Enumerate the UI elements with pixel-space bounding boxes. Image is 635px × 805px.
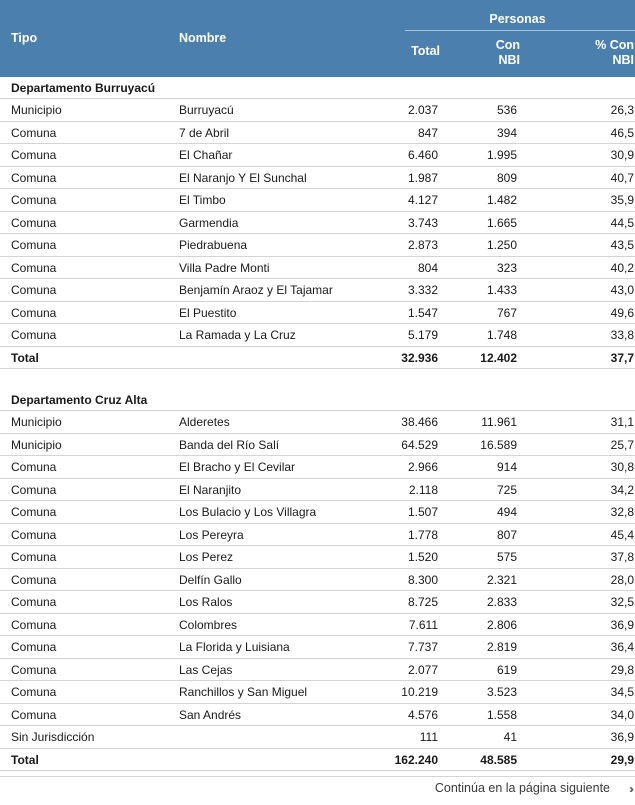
- cell-tipo: Comuna: [11, 305, 57, 320]
- cell-nombre: Ranchillos y San Miguel: [179, 685, 308, 699]
- cell-total: 847: [417, 125, 438, 140]
- cell-total: 804: [417, 260, 438, 275]
- cell-pct-nbi: 36,4: [610, 640, 634, 654]
- cell-total: 3.743: [407, 215, 438, 230]
- cell-pct-nbi: 32,5: [610, 595, 634, 609]
- cell-total: 1.778: [407, 527, 438, 542]
- cell-nombre: Banda del Río Salí: [179, 437, 280, 452]
- cell-total: 162.240: [394, 752, 438, 767]
- cell-total: 32.936: [401, 350, 438, 365]
- cell-tipo: Comuna: [11, 640, 57, 654]
- cell-con-nbi: 575: [496, 550, 517, 564]
- cell-nombre: El Chañar: [179, 148, 233, 162]
- cell-nombre: El Naranjito: [179, 482, 242, 497]
- table-row: [0, 302, 635, 325]
- cell-nombre: Villa Padre Monti: [179, 260, 270, 275]
- cell-con-nbi: 1.995: [486, 148, 517, 162]
- cell-tipo: Comuna: [11, 617, 57, 632]
- table-row: [0, 122, 635, 145]
- cell-con-nbi: 48.585: [480, 752, 517, 767]
- header-nombre: Nombre: [179, 31, 227, 45]
- cell-tipo: Comuna: [11, 685, 57, 699]
- cell-tipo: Total: [11, 752, 39, 767]
- table-row: [0, 659, 635, 682]
- cell-pct-nbi: 37,8: [610, 550, 634, 564]
- cell-total: 38.466: [401, 415, 438, 429]
- cell-total: 2.873: [407, 238, 438, 252]
- table-row: [0, 144, 635, 167]
- header-con-nbi: [470, 38, 520, 68]
- table-row: [0, 234, 635, 257]
- cell-nombre: San Andrés: [179, 707, 242, 722]
- cell-total: 2.037: [407, 103, 438, 117]
- cell-tipo: Comuna: [11, 193, 57, 207]
- cell-nombre: El Timbo: [179, 193, 226, 207]
- cell-nombre: Benjamín Araoz y El Tajamar: [179, 283, 333, 297]
- header-con-nbi-line2: NBI: [498, 53, 520, 67]
- table-row: [0, 681, 635, 704]
- cell-con-nbi: 41: [503, 730, 517, 744]
- cell-con-nbi: 809: [496, 170, 517, 185]
- cell-tipo: Comuna: [11, 260, 57, 275]
- cell-con-nbi: 536: [496, 103, 517, 117]
- cell-nombre: 7 de Abril: [179, 125, 230, 140]
- table-row: [0, 614, 635, 637]
- total-row: [0, 347, 635, 370]
- cell-tipo: Comuna: [11, 215, 57, 230]
- table-row: [0, 546, 635, 569]
- cell-con-nbi: 2.833: [486, 595, 517, 609]
- table-row: [0, 257, 635, 280]
- cell-pct-nbi: 31,1: [610, 415, 634, 429]
- cell-tipo: Total: [11, 350, 39, 365]
- cell-total: 5.179: [407, 328, 438, 342]
- cell-nombre: El Bracho y El Cevilar: [179, 460, 296, 474]
- cell-pct-nbi: 36,9: [610, 730, 634, 744]
- cell-pct-nbi: 34,2: [610, 482, 634, 497]
- cell-pct-nbi: 46,5: [610, 125, 634, 140]
- cell-nombre: Burruyacú: [179, 103, 234, 117]
- header-con-nbi-line1: Con: [495, 38, 520, 52]
- cell-tipo: Comuna: [11, 460, 57, 474]
- cell-nombre: Los Perez: [179, 550, 234, 564]
- cell-pct-nbi: 43,5: [610, 238, 634, 252]
- cell-con-nbi: 11.961: [481, 415, 517, 429]
- table-row: [0, 479, 635, 502]
- table-row: [0, 324, 635, 347]
- cell-con-nbi: 3.523: [486, 685, 517, 699]
- cell-tipo: Sin Jurisdicción: [11, 730, 95, 744]
- cell-nombre: Colombres: [179, 617, 238, 632]
- double-chevron-right-icon: ››: [629, 782, 631, 796]
- cell-nombre: Delfín Gallo: [179, 572, 242, 587]
- cell-total: 4.576: [407, 707, 438, 722]
- cell-con-nbi: 2.819: [486, 640, 517, 654]
- cell-con-nbi: 1.558: [486, 707, 517, 722]
- table-row: [0, 501, 635, 524]
- cell-tipo: Comuna: [11, 148, 57, 162]
- page-footer: [0, 776, 635, 798]
- cell-total: 7.737: [407, 640, 438, 654]
- table-row: [0, 411, 635, 434]
- header-pct-nbi: [560, 38, 635, 68]
- cell-pct-nbi: 34,0: [610, 707, 634, 722]
- cell-pct-nbi: 40,7: [610, 170, 634, 185]
- section-rows: [0, 411, 635, 771]
- cell-tipo: Municipio: [11, 437, 62, 452]
- cell-total: 2.077: [407, 662, 438, 677]
- section-burruyacu: [0, 77, 635, 369]
- table-header: [0, 0, 635, 77]
- table-row: [0, 279, 635, 302]
- cell-total: 2.118: [408, 482, 438, 497]
- cell-total: 6.460: [407, 148, 438, 162]
- cell-pct-nbi: 37,7: [610, 350, 634, 365]
- total-row: [0, 749, 635, 772]
- cell-con-nbi: 1.482: [486, 193, 517, 207]
- cell-tipo: Comuna: [11, 125, 57, 140]
- section-rows: [0, 99, 635, 369]
- cell-con-nbi: 2.321: [486, 572, 517, 587]
- cell-tipo: Comuna: [11, 550, 57, 564]
- cell-nombre: Las Cejas: [179, 662, 233, 677]
- cell-total: 64.529: [401, 437, 438, 452]
- cell-tipo: Comuna: [11, 662, 57, 677]
- cell-total: 1.987: [407, 170, 438, 185]
- cell-nombre: Garmendia: [179, 215, 239, 230]
- cell-con-nbi: 494: [496, 505, 517, 519]
- cell-tipo: Comuna: [11, 283, 57, 297]
- table-row: [0, 704, 635, 727]
- table-row: [0, 189, 635, 212]
- cell-nombre: El Naranjo Y El Sunchal: [179, 170, 307, 185]
- cell-pct-nbi: 43,0: [610, 283, 634, 297]
- cell-total: 3.332: [407, 283, 438, 297]
- cell-nombre: Los Bulacio y Los Villagra: [179, 505, 317, 519]
- cell-total: 8.725: [407, 595, 438, 609]
- cell-tipo: Municipio: [11, 415, 62, 429]
- header-personas: Personas: [489, 12, 546, 26]
- cell-pct-nbi: 36,9: [610, 617, 634, 632]
- cell-con-nbi: 394: [496, 125, 517, 140]
- cell-pct-nbi: 44,5: [610, 215, 634, 230]
- cell-con-nbi: 807: [496, 527, 517, 542]
- section-title: Departamento Burruyacú: [0, 77, 635, 99]
- cell-total: 1.520: [407, 550, 438, 564]
- table-row: [0, 456, 635, 479]
- cell-con-nbi: 323: [496, 260, 517, 275]
- cell-pct-nbi: 45,4: [610, 527, 634, 542]
- cell-con-nbi: 619: [496, 662, 517, 677]
- cell-tipo: Municipio: [11, 103, 62, 117]
- section-cruz-alta: [0, 389, 635, 771]
- cell-total: 7.611: [408, 617, 438, 632]
- cell-pct-nbi: 30,9: [610, 148, 634, 162]
- table-row: [0, 212, 635, 235]
- cell-pct-nbi: 29,8: [610, 662, 634, 677]
- cell-con-nbi: 16.589: [480, 437, 517, 452]
- cell-tipo: Comuna: [11, 572, 57, 587]
- header-divider: [405, 30, 635, 31]
- cell-tipo: Comuna: [11, 527, 57, 542]
- cell-tipo: Comuna: [11, 238, 57, 252]
- cell-nombre: La Florida y Luisiana: [179, 640, 290, 654]
- table-row: [0, 591, 635, 614]
- cell-total: 1.547: [407, 305, 438, 320]
- cell-nombre: Los Pereyra: [179, 527, 244, 542]
- cell-total: 4.127: [407, 193, 438, 207]
- section-title: Departamento Cruz Alta: [0, 389, 635, 411]
- cell-pct-nbi: 35,9: [610, 193, 634, 207]
- cell-tipo: Comuna: [11, 707, 57, 722]
- cell-nombre: Piedrabuena: [179, 238, 248, 252]
- table-row: [0, 167, 635, 190]
- header-tipo: Tipo: [11, 31, 38, 45]
- cell-con-nbi: 12.402: [480, 350, 517, 365]
- table-row: [0, 636, 635, 659]
- cell-total: 10.219: [401, 685, 438, 699]
- cell-con-nbi: 767: [496, 305, 517, 320]
- cell-total: 111: [419, 730, 438, 744]
- cell-pct-nbi: 40,2: [610, 260, 634, 275]
- header-pct-nbi-line1: % Con: [595, 38, 634, 52]
- cell-con-nbi: 914: [496, 460, 517, 474]
- cell-pct-nbi: 32,8: [610, 505, 634, 519]
- header-total: Total: [411, 44, 440, 58]
- cell-pct-nbi: 25,7: [610, 437, 634, 452]
- cell-con-nbi: 1.433: [486, 283, 517, 297]
- cell-pct-nbi: 33,8: [610, 328, 634, 342]
- table-row: [0, 726, 635, 749]
- table-row: [0, 524, 635, 547]
- cell-tipo: Comuna: [11, 482, 57, 497]
- cell-nombre: El Puestito: [179, 305, 237, 320]
- cell-con-nbi: 1.748: [486, 328, 517, 342]
- cell-con-nbi: 725: [496, 482, 517, 497]
- table-row: [0, 434, 635, 457]
- cell-con-nbi: 1.665: [486, 215, 517, 230]
- cell-con-nbi: 2.806: [486, 617, 517, 632]
- cell-tipo: Comuna: [11, 595, 57, 609]
- cell-pct-nbi: 26,3: [610, 103, 634, 117]
- cell-nombre: Alderetes: [179, 415, 230, 429]
- cell-pct-nbi: 34,5: [610, 685, 634, 699]
- cell-total: 2.966: [407, 460, 438, 474]
- continue-text: Continúa en la página siguiente: [434, 781, 610, 795]
- table-row: [0, 569, 635, 592]
- cell-total: 8.300: [407, 572, 438, 587]
- cell-total: 1.507: [407, 505, 438, 519]
- cell-nombre: La Ramada y La Cruz: [179, 328, 296, 342]
- cell-pct-nbi: 49,6: [610, 305, 634, 320]
- cell-tipo: Comuna: [11, 170, 57, 185]
- cell-tipo: Comuna: [11, 328, 57, 342]
- table-row: [0, 99, 635, 122]
- cell-pct-nbi: 30,8: [610, 460, 634, 474]
- cell-nombre: Los Ralos: [179, 595, 233, 609]
- cell-pct-nbi: 29,9: [610, 752, 634, 767]
- cell-pct-nbi: 28,0: [610, 572, 634, 587]
- cell-tipo: Comuna: [11, 505, 57, 519]
- cell-con-nbi: 1.250: [486, 238, 517, 252]
- header-pct-nbi-line2: NBI: [612, 53, 634, 67]
